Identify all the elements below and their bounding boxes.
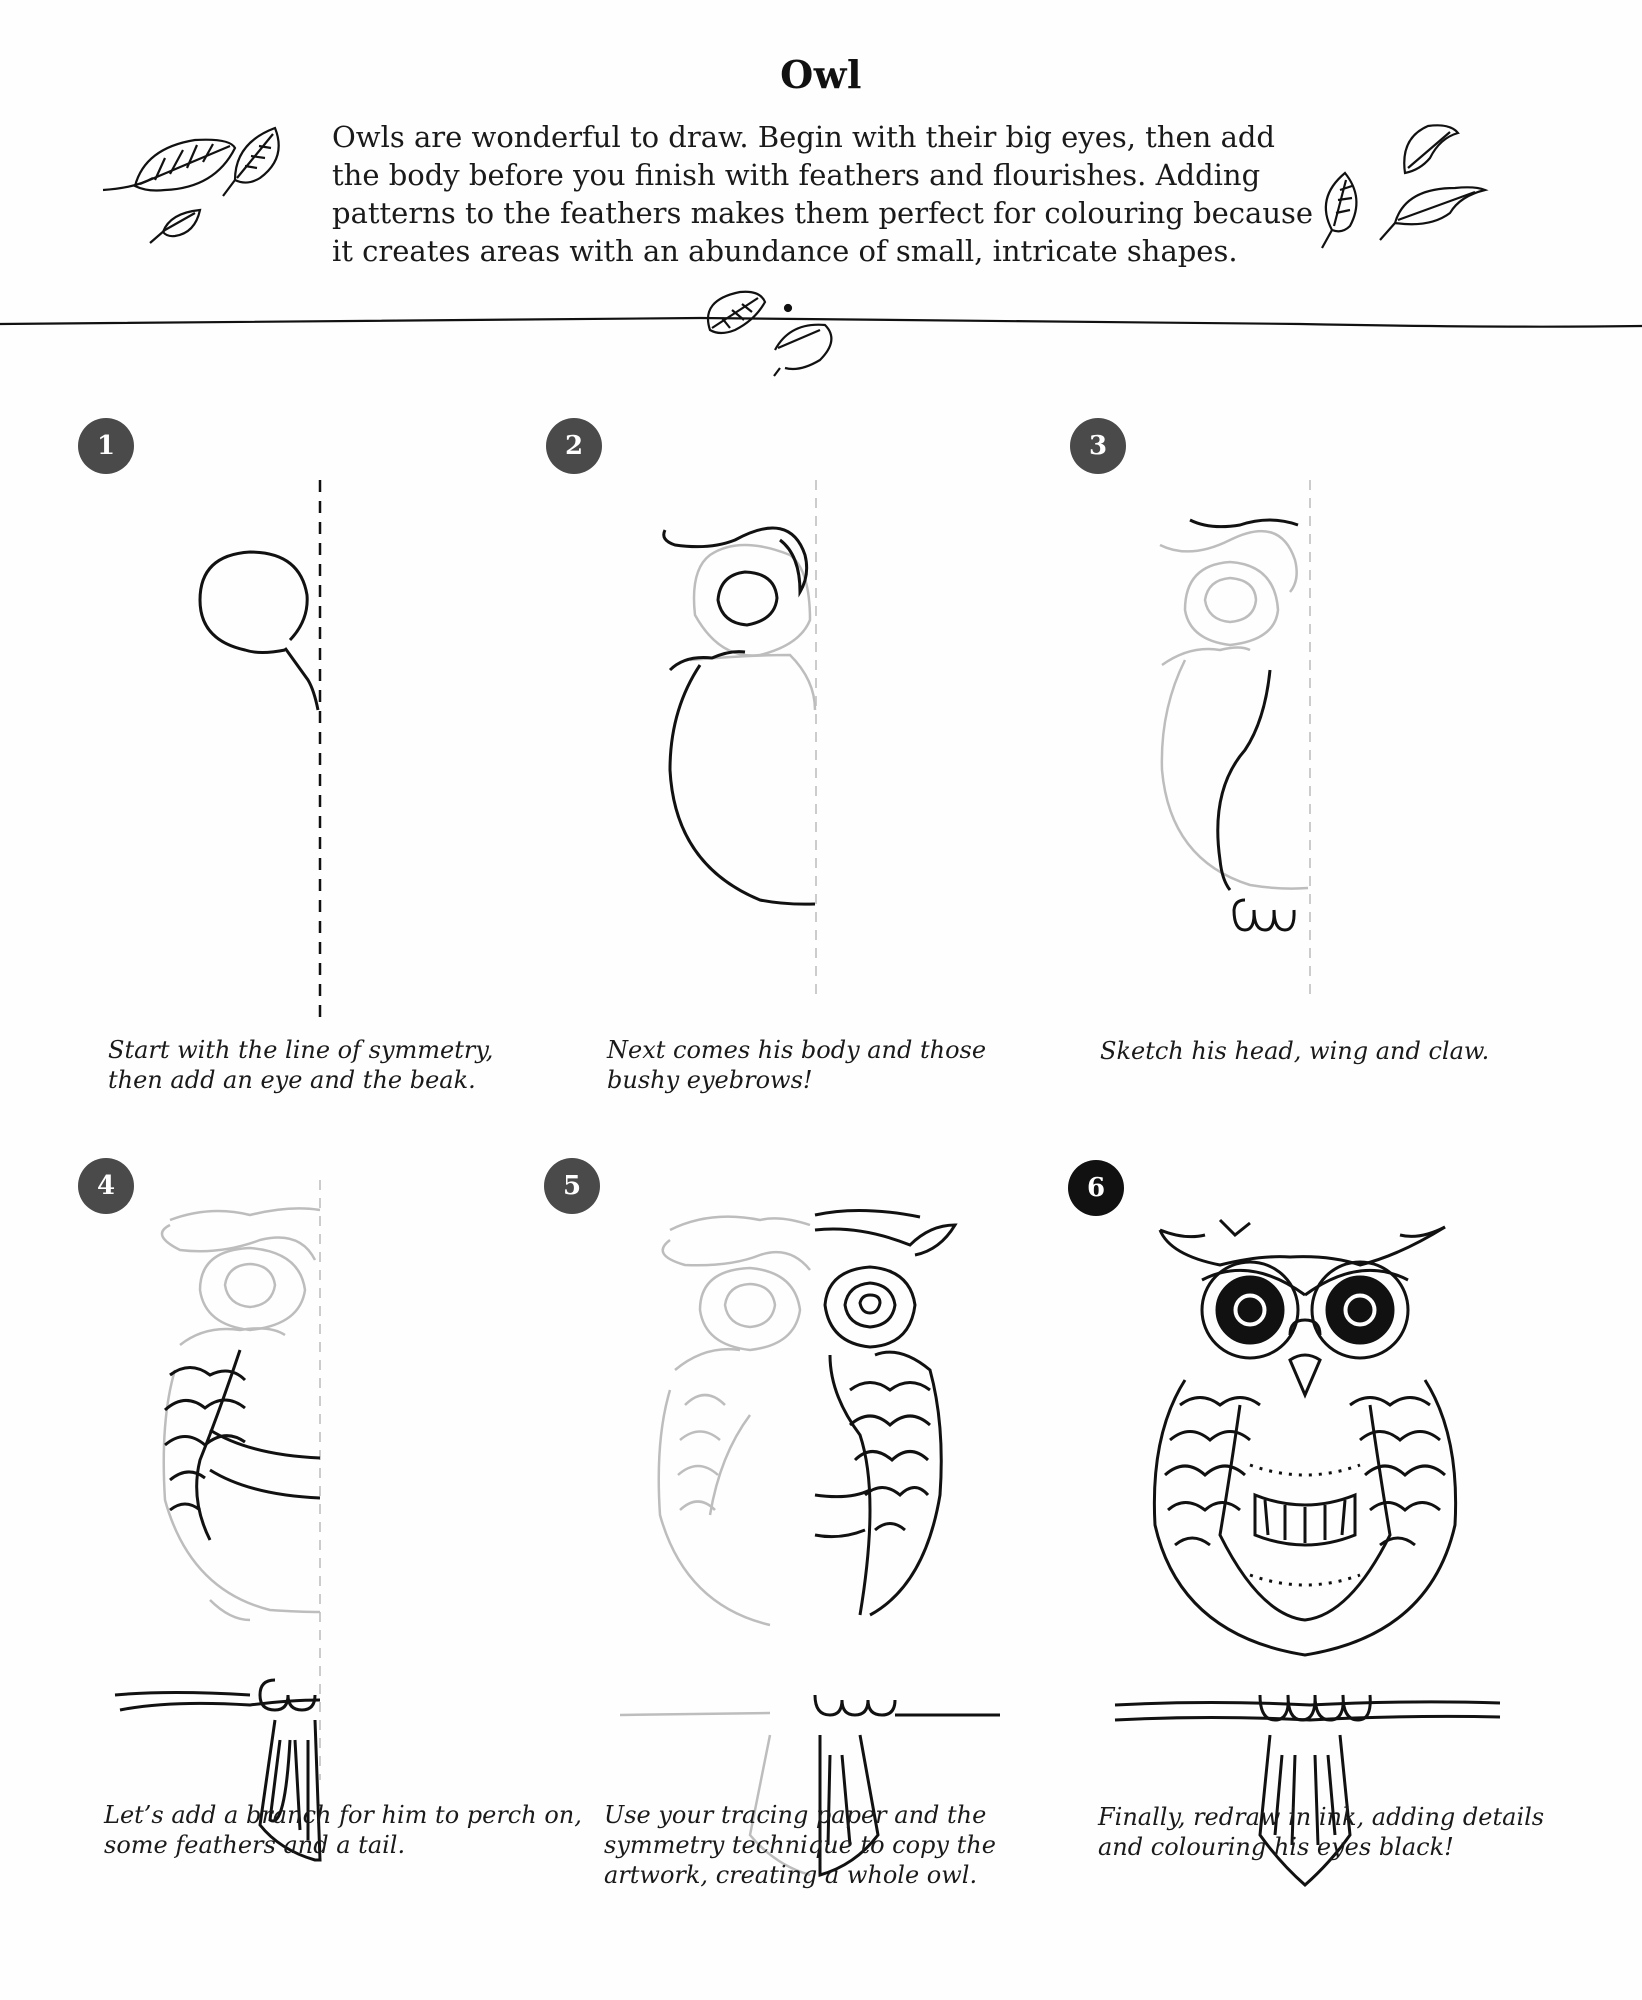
caption-line: Finally, redraw in ink, adding details bbox=[1098, 1803, 1545, 1831]
caption-line: Let’s add a branch for him to perch on, bbox=[104, 1801, 582, 1829]
intro-line: Owls are wonderful to draw. Begin with their big eyes, then add bbox=[332, 120, 1275, 154]
step-5-drawing bbox=[610, 1195, 1010, 1795]
step-badge-6: 6 bbox=[1068, 1160, 1124, 1216]
leaves-right-icon bbox=[1310, 118, 1490, 253]
caption-line: Start with the line of symmetry, bbox=[108, 1036, 494, 1064]
intro-paragraph bbox=[332, 118, 1332, 270]
caption-line: Use your tracing paper and the bbox=[604, 1801, 987, 1829]
caption-line: Next comes his body and those bbox=[607, 1036, 987, 1064]
divider-line bbox=[0, 290, 1642, 380]
caption-line: then add an eye and the beak. bbox=[108, 1066, 476, 1094]
step-1-drawing bbox=[190, 480, 350, 1020]
caption-line: and colouring his eyes black! bbox=[1098, 1833, 1454, 1861]
step-2-drawing bbox=[650, 480, 850, 1000]
step-2-caption bbox=[607, 1035, 1047, 1095]
leaves-left-icon bbox=[95, 118, 305, 253]
step-6-drawing bbox=[1110, 1195, 1510, 1795]
step-badge-2: 2 bbox=[546, 418, 602, 474]
caption-line: some feathers and a tail. bbox=[104, 1831, 406, 1859]
step-5-caption bbox=[604, 1800, 1044, 1890]
caption-line: bushy eyebrows! bbox=[607, 1066, 813, 1094]
step-4-drawing bbox=[110, 1180, 350, 1780]
step-badge-1: 1 bbox=[78, 418, 134, 474]
intro-line: patterns to the feathers makes them perfect for colouring because bbox=[332, 196, 1314, 230]
step-1-caption bbox=[108, 1035, 548, 1095]
step-4-caption bbox=[104, 1800, 582, 1860]
caption-line: Sketch his head, wing and claw. bbox=[1100, 1037, 1490, 1065]
step-badge-3: 3 bbox=[1070, 418, 1126, 474]
step-badge-5: 5 bbox=[544, 1158, 600, 1214]
intro-line: the body before you finish with feathers and flourishes. Adding bbox=[332, 158, 1261, 192]
step-badge-4: 4 bbox=[78, 1158, 134, 1214]
caption-line: artwork, creating a whole owl. bbox=[604, 1861, 978, 1889]
step-3-caption bbox=[1100, 1036, 1540, 1066]
caption-line: symmetry technique to copy the bbox=[604, 1831, 996, 1859]
step-3-drawing bbox=[1150, 480, 1350, 1000]
page-title: Owl bbox=[780, 52, 862, 97]
intro-line: it creates areas with an abundance of small, intricate shapes. bbox=[332, 234, 1238, 268]
step-6-caption bbox=[1098, 1802, 1545, 1862]
